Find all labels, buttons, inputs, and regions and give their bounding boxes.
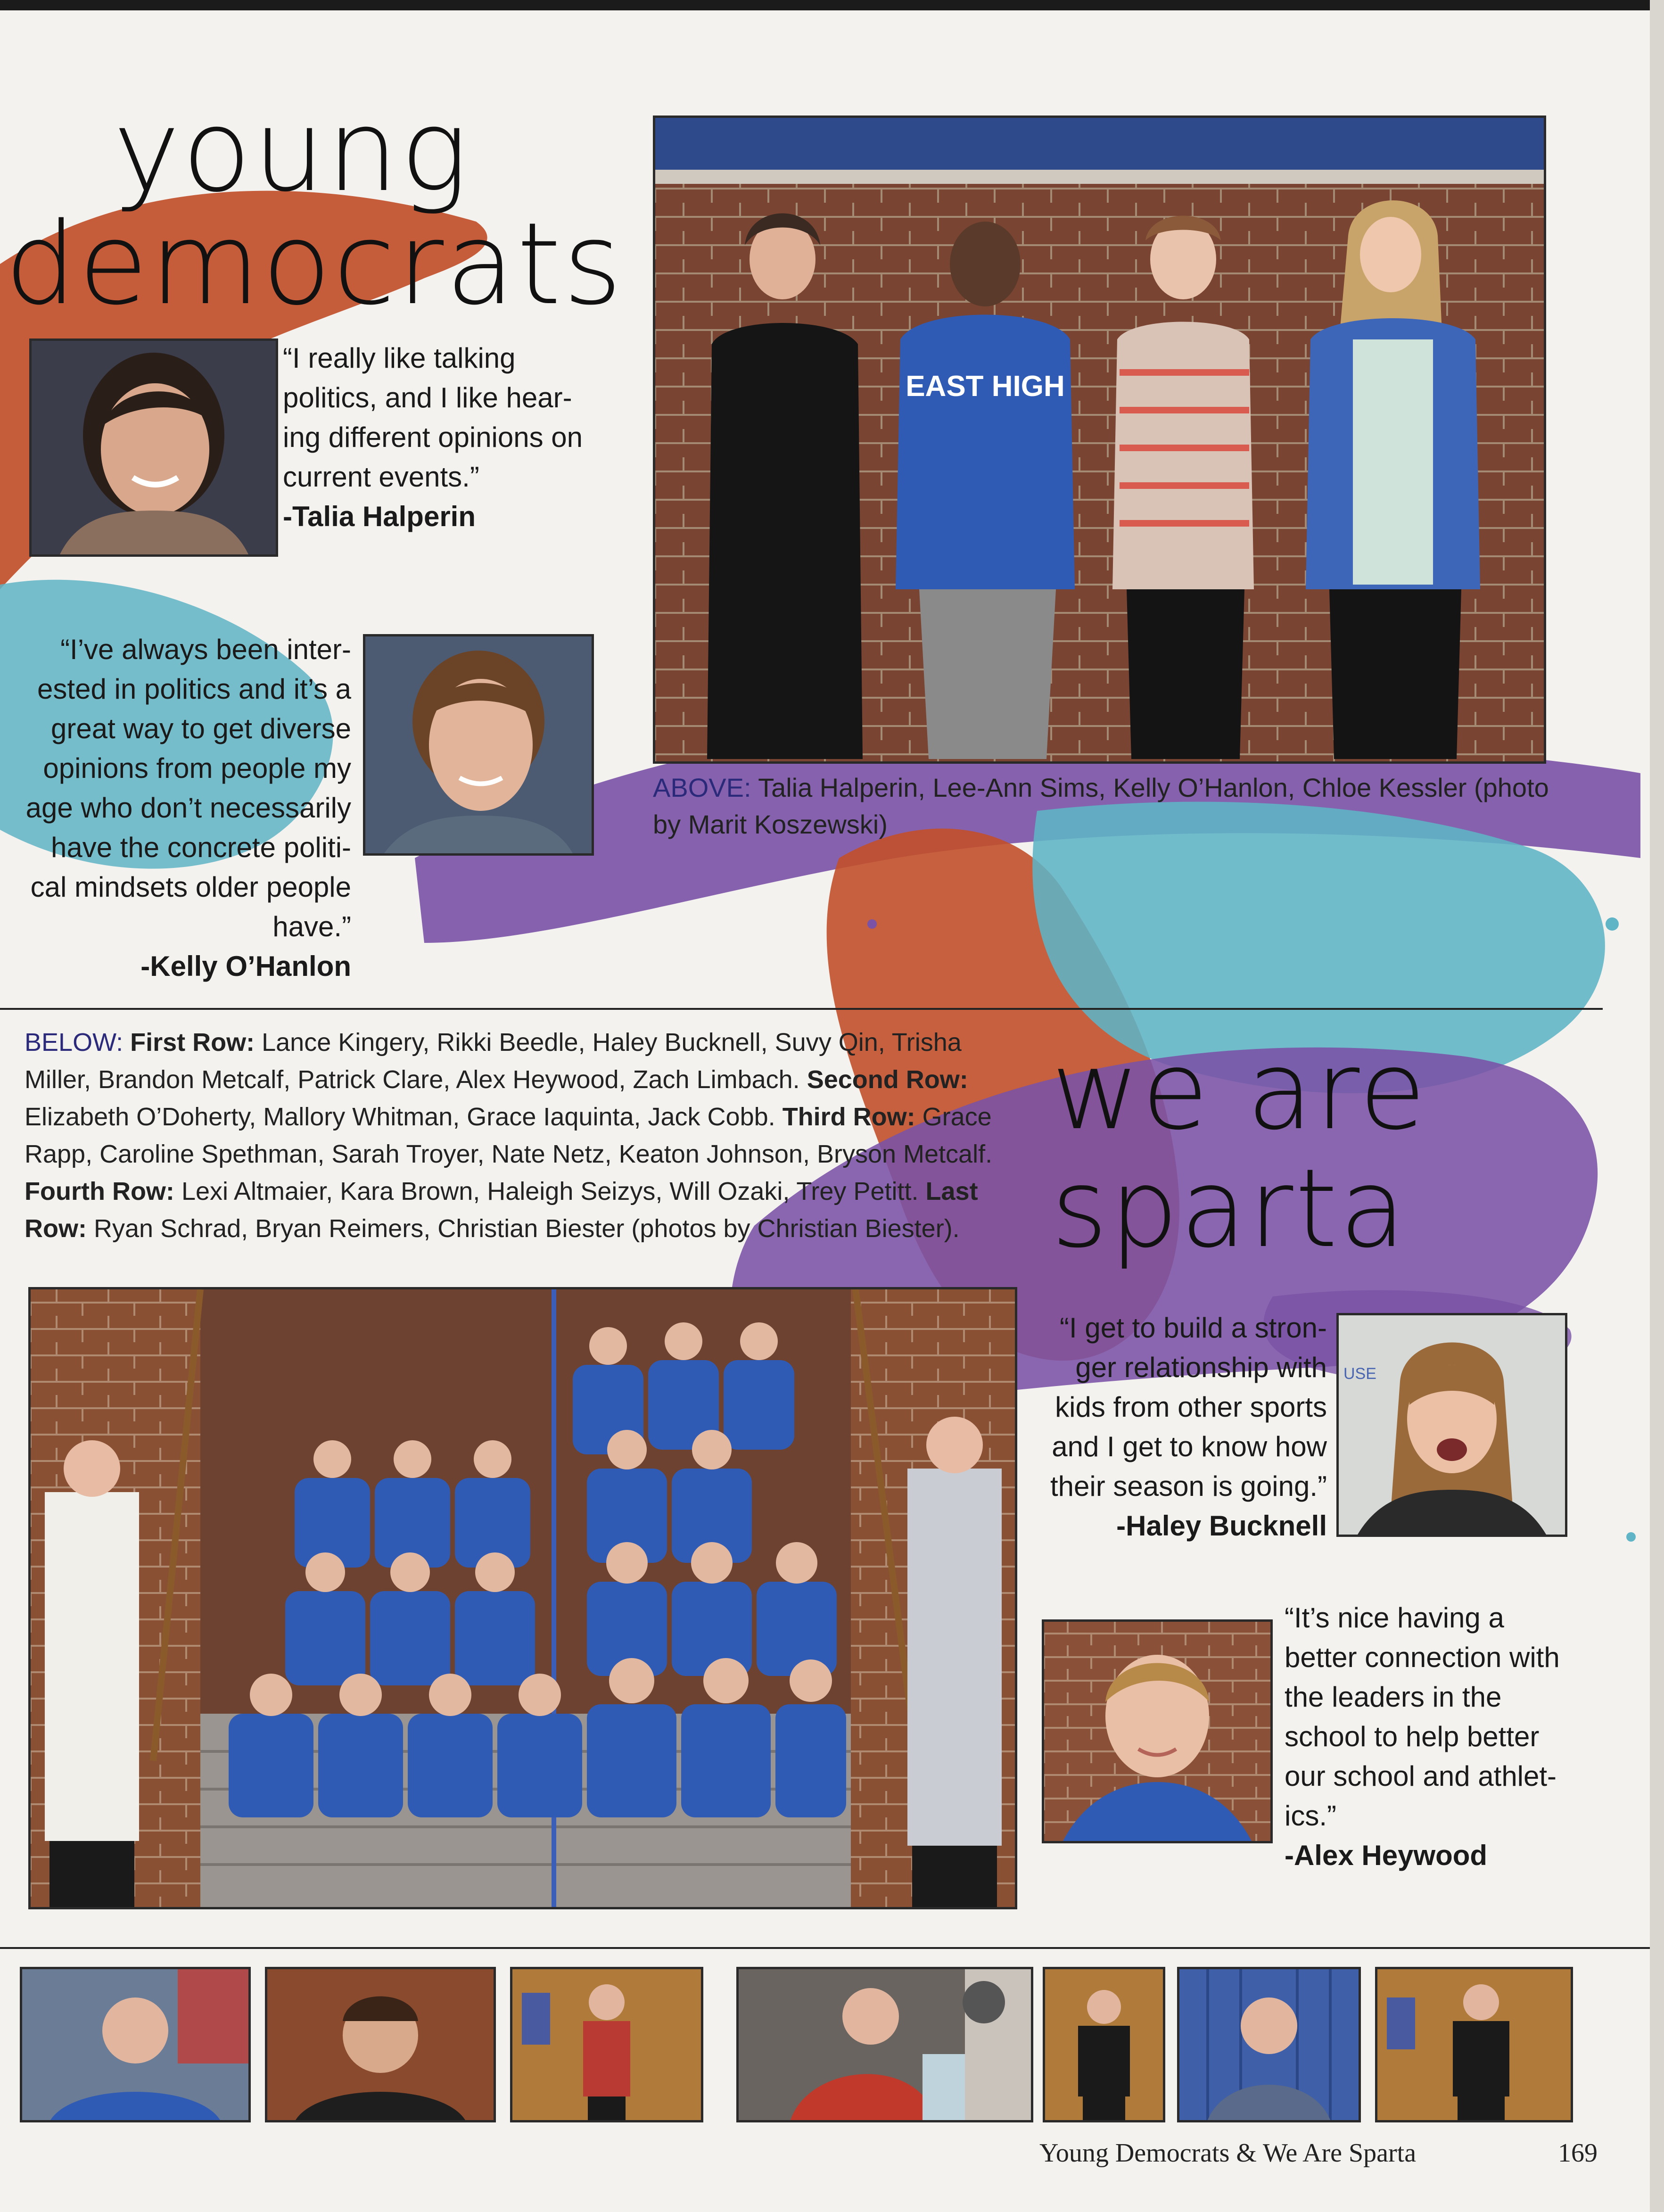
portrait-haley-bucknell bbox=[1336, 1313, 1567, 1537]
quote-text: “It’s nice having a better connection with the leaders in the school to help better our school and athlet-ics.” bbox=[1285, 1602, 1560, 1832]
row-label: Third Row: bbox=[782, 1103, 915, 1131]
page-number: 169 bbox=[1558, 2138, 1598, 2168]
quote-haley bbox=[1021, 1308, 1327, 1546]
thumbnail-photo bbox=[510, 1967, 703, 2122]
paint-dot bbox=[1606, 917, 1619, 931]
quote-talia bbox=[283, 338, 603, 536]
thumbnail-photo bbox=[736, 1967, 1033, 2122]
section-title-line1: we are bbox=[1051, 1028, 1428, 1154]
whiteboard-text: USE bbox=[1343, 1365, 1376, 1383]
caption-label: BELOW: bbox=[25, 1028, 124, 1056]
quote-text: “I get to build a stron-ger relationship with kids from other sports and I get to know how their season is going.” bbox=[1050, 1312, 1327, 1502]
section-title-line1: young bbox=[113, 85, 470, 217]
quote-text: “I really like talking politics, and I like hear-ing different opinions on current events.” bbox=[283, 342, 583, 493]
row-names: Elizabeth O’Doherty, Mallory Whitman, Grace Iaquinta, Jack Cobb. bbox=[25, 1103, 775, 1131]
young-democrats-caption bbox=[653, 769, 1553, 843]
hoodie-text: EAST HIGH bbox=[906, 370, 1065, 403]
bottom-divider bbox=[0, 1947, 1650, 1949]
quote-author: -Alex Heywood bbox=[1285, 1840, 1488, 1871]
thumbnail-photo bbox=[1043, 1967, 1165, 2122]
row-names: Lexi Altmaier, Kara Brown, Haleigh Seizys, Will Ozaki, Trey Petitt. bbox=[181, 1177, 919, 1205]
quote-author: -Kelly O’Hanlon bbox=[140, 950, 351, 982]
portrait-talia-halperin bbox=[29, 338, 278, 557]
quote-alex bbox=[1285, 1598, 1567, 1875]
caption-text: Talia Halperin, Lee-Ann Sims, Kelly O’Hanlon, Chloe Kessler (photo by Marit Koszewski) bbox=[653, 773, 1549, 839]
row-names: Ryan Schrad, Bryan Reimers, Christian Biester (photos by Christian Biester). bbox=[93, 1214, 960, 1243]
section-divider bbox=[0, 1008, 1603, 1010]
quote-text: “I’ve always been inter-ested in politics and it’s a great way to get diverse opinions from people my age who don’t necessarily have the concrete politi-cal mindsets older people have.” bbox=[25, 634, 351, 942]
row-names: Grace Rapp, Caroline Spethman, Sarah Troyer, Nate Netz, Keaton Johnson, Bryson Metcalf. bbox=[25, 1103, 993, 1168]
row-names: Lance Kingery, Rikki Beedle, Haley Bucknell, Suvy Qin, Trisha Miller, Brandon Metcalf, Patrick Clare, Alex Heywood, Zach Limbach. bbox=[25, 1028, 962, 1094]
thumbnail-photo bbox=[1375, 1967, 1573, 2122]
section-title-line2: sparta bbox=[1051, 1146, 1408, 1272]
paint-dot bbox=[867, 919, 877, 929]
page-edge bbox=[1650, 0, 1664, 2212]
sparta-group-photo bbox=[28, 1287, 1017, 1909]
portrait-kelly-ohanlon bbox=[363, 634, 594, 856]
row-label: Last Row: bbox=[25, 1177, 978, 1243]
thumbnail-photo bbox=[20, 1967, 251, 2122]
thumbnail-photo bbox=[1177, 1967, 1361, 2122]
row-label: First Row: bbox=[130, 1028, 255, 1056]
sparta-caption bbox=[25, 1024, 996, 1247]
row-label: Fourth Row: bbox=[25, 1177, 174, 1205]
quote-author: -Talia Halperin bbox=[283, 501, 476, 532]
quote-author: -Haley Bucknell bbox=[1116, 1510, 1327, 1542]
caption-label: ABOVE: bbox=[653, 773, 751, 802]
portrait-alex-heywood bbox=[1042, 1619, 1273, 1843]
young-democrats-group-photo bbox=[653, 116, 1546, 764]
section-title-line2: democrats bbox=[5, 198, 624, 330]
quote-kelly bbox=[19, 630, 351, 986]
row-label: Second Row: bbox=[807, 1065, 968, 1094]
paint-dot bbox=[1626, 1532, 1636, 1542]
footer-section-title: Young Democrats & We Are Sparta bbox=[1039, 2138, 1417, 2168]
thumbnail-photo bbox=[265, 1967, 496, 2122]
